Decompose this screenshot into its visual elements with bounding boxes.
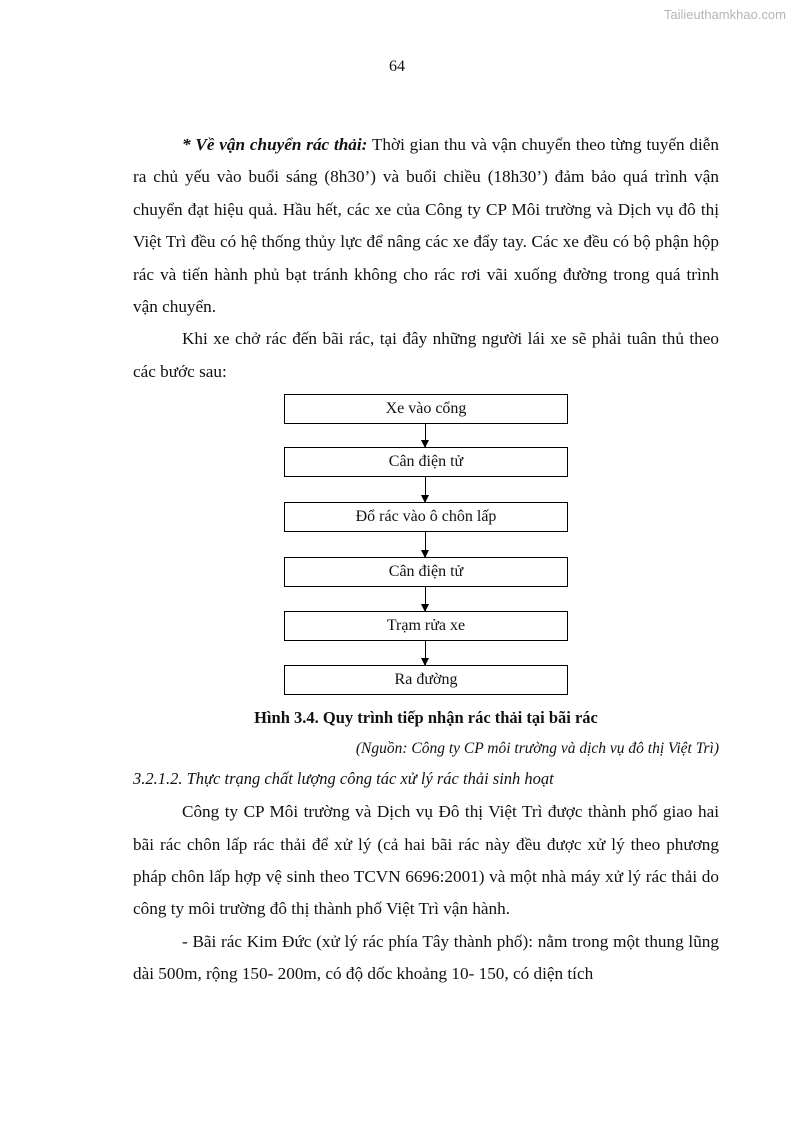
paragraph-text: Thời gian thu và vận chuyển theo từng tuyến diễn ra chủ yếu vào buổi sáng (8h30’) và buổi chiều (18h30’) đảm bảo quá trình vận chuyển đạt hiệu quả. Hầu hết, các xe của Công ty CP Môi trường và Dịch vụ đô thị Việt Trì đều có hệ thống thủy lực để nâng các xe đẩy tay. Các xe đều có bộ phận hộp rác và tiến hành phủ bạt tránh không cho rác rơi vãi xuống đường trong quá trình vận chuyển. bbox=[133, 135, 719, 317]
paragraph-kim-duc: - Bãi rác Kim Đức (xử lý rác phía Tây thành phố): nằm trong một thung lũng dài 500m, rộng 150- 200m, có độ dốc khoảng 10- 150, có diện tích bbox=[133, 931, 719, 984]
flow-step-weighing-in: Cân điện tử bbox=[284, 447, 568, 477]
page-number: 64 bbox=[389, 58, 405, 75]
flow-step-gate-entry: Xe vào cổng bbox=[284, 394, 568, 424]
flow-step-dumping: Đổ rác vào ô chôn lấp bbox=[284, 502, 568, 532]
document-body bbox=[133, 129, 719, 991]
figure-caption: Hình 3.4. Quy trình tiếp nhận rác thải tại bãi rác bbox=[254, 708, 598, 728]
flow-step-weighing-out: Cân điện tử bbox=[284, 557, 568, 587]
paragraph-transport bbox=[133, 129, 719, 323]
watermark: Tailieuthamkhao.com bbox=[663, 7, 786, 22]
section-heading: 3.2.1.2. Thực trạng chất lượng công tác xử lý rác thải sinh hoạt bbox=[133, 769, 554, 789]
flow-arrow-icon bbox=[425, 587, 426, 611]
figure-source: (Nguồn: Công ty CP môi trường và dịch vụ đô thị Việt Trì) bbox=[355, 740, 719, 758]
paragraph-lead: * Về vận chuyển rác thải: bbox=[182, 135, 368, 154]
flow-arrow-icon bbox=[425, 424, 426, 447]
flow-arrow-icon bbox=[425, 641, 426, 665]
flow-step-exit: Ra đường bbox=[284, 665, 568, 695]
flowchart bbox=[133, 394, 719, 706]
flow-arrow-icon bbox=[425, 477, 426, 502]
flow-step-truck-wash: Trạm rửa xe bbox=[284, 611, 568, 641]
paragraph-steps-intro: Khi xe chở rác đến bãi rác, tại đây những người lái xe sẽ phải tuân thủ theo các bước sau: bbox=[133, 329, 719, 381]
paragraph-landfills: Công ty CP Môi trường và Dịch vụ Đô thị Việt Trì được thành phố giao hai bãi rác chôn lấp rác thải để xử lý (cả hai bãi rác này đều được xử lý theo phương pháp chôn lấp hợp vệ sinh theo TCVN 6696:2001) và một nhà máy xử lý rác thải do công ty môi trường đô thị thành phố Việt Trì vận hành. bbox=[133, 802, 719, 919]
flow-arrow-icon bbox=[425, 532, 426, 557]
